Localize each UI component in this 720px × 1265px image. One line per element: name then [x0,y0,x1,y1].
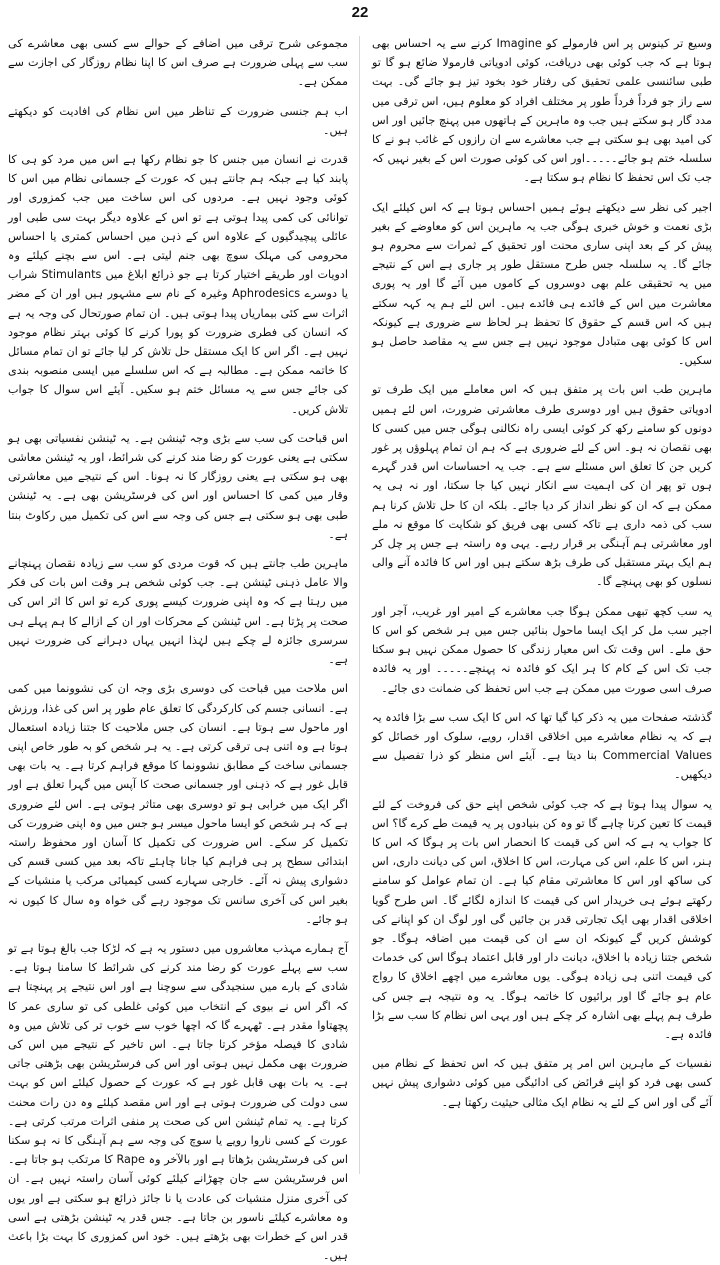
paragraph: اس ملاحت میں قباحت کی دوسری بڑی وجہ ان کی نشوونما میں کمی ہے۔ انسانی جسم کی کارکردگی کا تعلق عام طور پر اس کی غذا، ورزش اور ماحول سے ہوتا ہے۔ انسان کی جس ملاحیت کا جتنا زیادہ استعمال ہوتا ہے وہ اتنی ہی ترقی کرتی ہے۔ یہ ہر شخص کو بہ طور خاص اپنی جسمانی ساخت کے مطابق نشوونما کا موقع فراہم کرتا ہے۔ یہ بات بھی قابل غور ہے کہ ذہنی اور جسمانی صحت کا آپس میں گہرا تعلق ہے اور اگر ایک میں خرابی ہو تو دوسری بھی متاثر ہوتی ہے۔ اس لئے ضروری ہے کہ ہر شخص کو ایسا ماحول میسر ہو جس میں وہ اپنی ضرورت کی تکمیل کر سکے۔ اس ضرورت کی تکمیل کا آسان اور محفوظ راستہ ابتدائی سطح پر ہی فراہم کیا جانا چاہئے تاکہ بعد میں کسی قسم کی دشواری پیش نہ آئے۔ خارجی سہارے کسی کیمیائی مرکب یا منشیات کے بغیر اس کی آخری سانس تک موجود رہے گی خواہ وہ سال کا کیوں نہ ہو جائے۔ [8,682,348,926]
paragraph: اب ہم جنسی ضرورت کے تناظر میں اس نظام کی افادیت کو دیکھتے ہیں۔ [8,104,348,137]
paragraph: قدرت نے انسان میں جنس کا جو نظام رکھا ہے اس میں مرد کو ہی کا پابند کیا ہے جبکہ ہم جانتے ہیں کہ عورت کے جسمانی نظام میں اس کا کوئی وجود نہیں ہے۔ مردوں کی اس ساخت میں جب کمزوری اور توانائی کی کمی پیدا ہوتی ہے تو اس کے علاوہ دیگر بہت سی طبی اور عائلی پیچیدگیوں کے علاوہ اس کے ذہن میں احساس کمتری یا احساس محرومی کی مہلک سوچ بھی جنم لیتی ہے۔ اس سے بچنے کیلئے وہ ادویات اور طریقے اختیار کرتا ہے جو ذرائع ابلاغ میں Stimulants شراب یا دوسرے Aphrodesics وغیرہ کے نام سے مشہور ہیں اور ان کے مضر اثرات سے کئی بیماریاں پیدا ہوتی ہیں۔ ان تمام صورتحال کی وجہ یہ ہے کہ انسان کی فطری ضرورت کو پورا کرنے کا کوئی بہتر نظام موجود نہیں ہے۔ اگر اس کا ایک مستقل حل تلاش کر لیا جائے تو ان تمام مسائل کا خاتمہ ممکن ہے۔ مطالبہ ہے کہ اس سلسلے میں ایسی منصوبہ بندی کی جائے جس سے یہ مسائل ختم ہو سکیں۔ آیئے اس سوال کا جواب تلاش کریں۔ [8,153,349,416]
paragraph: یہ سب کچھ تبھی ممکن ہوگا جب معاشرے کے امیر اور غریب، آجر اور اجیر سب مل کر ایک ایسا ماحول بنائیں جس میں ہر شخص کو اس کا حق ملے۔ اس وقت تک اس معیار زندگی کا حصول ممکن نہیں ہو سکتا جب تک اس کے کام کا ہر ایک کو فائدہ نہ پہنچے۔۔۔۔۔ اور یہ فائدہ صرف اسی صورت میں ممکن ہے جب اس تحفظ کی ضمانت دی جائے۔ [372,604,712,695]
paragraph: وسیع تر کینوس پر اس فارمولے کو Imagine کرنے سے یہ احساس بھی ہوتا ہے کہ جب کوئی بھی دریافت، کوئی ادویاتی فارمولا ضائع ہو گا تو طبی سائنسی علمی تحقیق کی رفتار خود بخود تیز ہو جائے گی۔ بہت سے راز جو فرداً فرداً طور پر مختلف افراد کو معلوم ہیں، اس ترقی میں مدد گار ہو سکتے ہیں جب وہ ماہرین کے ہاتھوں میں پہنچ جائیں اور اس کی امید بھی ہو سکتی ہے جب معاشرے سے ان رازوں کے غائب ہو نے کا سلسلہ ختم ہو جائے۔۔۔۔۔اور اس کی کوئی صورت اس کے بغیر نہیں کہ جب تک اس تحفظ کا نظام ہو سکتا ہے۔ [372,37,712,185]
right-column [372,34,712,1176]
left-column [8,34,349,1263]
paragraph: ماہرین طب اس بات پر متفق ہیں کہ اس معاملے میں ایک طرف تو ادویاتی حقوق ہیں اور دوسری طرف معاشرتی ضرورت، اس لئے ہمیں دونوں کو سامنے رکھ کر کوئی ایسی راہ نکالنی ہوگی جس میں کسی کا بھی نقصان نہ ہو۔ اس کے لئے ضروری ہے کہ ہم ان تمام پہلوؤں پر غور کریں جن کا تعلق اس مسئلے سے ہے۔ جب یہ احساسات اس قدر گہرے ہوں تو پھر ان کی اہمیت سے انکار نہیں کیا جا سکتا، اور نہ ہی یہ ممکن ہے کہ ان کو نظر انداز کر دیا جائے۔ بلکہ ان کا حل تلاش کرنا ہم سب کی ذمہ داری ہے تاکہ کسی بھی فریق کو شکایت کا موقع نہ ملے اور معاشرتی ہم آہنگی بر قرار رہے۔ یہی وہ راستہ ہے جس پر چل کر ہم ایک بہتر مستقبل کی طرف بڑھ سکتے ہیں اور اس کا فائدہ آنے والی نسلوں کو بھی پہنچے گا۔ [372,383,712,589]
page-number: 22 [351,4,369,21]
paragraph: یہ سوال پیدا ہوتا ہے کہ جب کوئی شخص اپنے حق کی فروخت کے لئے قیمت کا تعین کرنا چاہے گا تو وہ کن بنیادوں پر یہ قیمت طے کرے گا؟ اس کا جواب یہ ہے کہ اس کی قیمت کا انحصار اس بات پر ہوگا کہ اس کا ہنر، اس کا علم، اس کی مہارت، اس کا اخلاق، اس کی دیانت داری، اس کی ساکھ اور اس کا معاشرتی مقام کیا ہے۔ ان تمام عوامل کو سامنے رکھتے ہوئے ہی خریدار اس کی قیمت کا اندازہ لگائے گا۔ اس طرح گویا اخلاقی اقدار بھی ایک تجارتی قدر بن جائیں گی اور لوگ ان کو اپنانے کی کوشش کریں گے کیونکہ ان سے ان کی قیمت میں اضافہ ہوگا۔ جو شخص جتنا زیادہ با اخلاق، دیانت دار اور قابل اعتماد ہوگا اس کی خدمات کی قیمت اتنی ہی زیادہ ہوگی۔ یوں معاشرے میں اچھے اخلاق کا رواج عام ہو جائے گا اور برائیوں کا خاتمہ ہوگا۔ یہ وہ نتیجہ ہے جس کی طرف ہم پہلے بھی اشارہ کر چکے ہیں اور یہی اس نظام کا سب سے بڑا فائدہ ہے۔ [372,797,712,1041]
column-divider [359,36,360,1174]
paragraph: نفسیات کے ماہرین اس امر پر متفق ہیں کہ اس تحفظ کے نظام میں کسی بھی فرد کو اپنے فرائض کی ادائیگی میں کوئی دشواری پیش نہیں آئے گی اور اس کے لئے یہ نظام ایک مثالی حیثیت رکھتا ہے۔ [372,1057,712,1109]
paragraph: مجموعی شرح ترقی میں اضافے کے حوالے سے کسی بھی معاشرے کی سب سے پہلی ضرورت ہے صرف اس کا اپنا نظام روزگار کی اجازت سے ممکن ہے۔ [8,37,348,89]
paragraph: اجیر کی نظر سے دیکھتے ہوئے ہمیں احساس ہوتا ہے کہ اس کیلئے ایک بڑی نعمت و خوش خبری ہوگی جب یہ ماہرین اس کو معاوضے کے بغیر پیش کر کے بعد اپنی ساری محنت اور تحقیق کے ثمرات سے محروم ہو جائے گا۔ یہ سلسلہ جس طرح مستقل طور پر جاری ہے اس کے نتیجے میں یہ تحقیقی علم بھی دوسروں کے کاموں میں آئے گا اور یہ پوری معاشرت میں اس کے فائدے ہی فائدے ہیں۔ اس لئے ہم یہ کہہ سکتے ہیں کہ اس قسم کے حقوق کا تحفظ ہر لحاظ سے ضروری ہے کیونکہ اس کا کوئی بھی متبادل موجود نہیں ہے جس سے یہ مقاصد حاصل ہو سکیں۔ [372,200,712,368]
paragraph: اس قباحت کی سب سے بڑی وجہ ٹینشن ہے۔ یہ ٹینشن نفسیاتی بھی ہو سکتی ہے یعنی عورت کو رضا مند کرنے کی شرائط، اور یہ ٹینشن معاشی بھی ہو سکتی ہے یعنی روزگار کا نہ ہونا۔ اس کے نتیجے میں معاشرتی وقار میں کمی کا احساس اور اس کی فرسٹریشن بھی ہے۔ یہ ٹینشن طبی بھی ہو سکتی ہے جس کی وجہ سے اس کی تکمیل میں رکاوٹ بنتا ہے۔ [8,431,348,541]
paragraph: ماہرین طب جانتے ہیں کہ قوت مردی کو سب سے زیادہ نقصان پہنچانے والا عامل ذہنی ٹینشن ہے۔ جب کوئی شخص ہر وقت اس بات کی فکر میں رہتا ہے کہ وہ اپنی ضرورت کیسے پوری کرے تو اس کا اثر اس کی صحت پر پڑتا ہے۔ اس ٹینشن کے محرکات اور ان کے ازالے کا ہم پہلے ہی سرسری جائزہ لے چکے ہیں لہٰذا انہیں یہاں دہرانے کی ضرورت نہیں ہے۔ [8,557,348,667]
paragraph: گذشتہ صفحات میں یہ ذکر کیا گیا تھا کہ اس کا ایک سب سے بڑا فائدہ یہ ہے کہ یہ نظام معاشرے میں اخلاقی اقدار، رویے، سلوک اور خصائل کو Commercial Values بنا دیتا ہے۔ آیئے اس منظر کو ذرا تفصیل سے دیکھیں۔ [372,710,712,782]
paragraph: آج ہمارے مہذب معاشروں میں دستور یہ ہے کہ لڑکا جب بالغ ہوتا ہے تو سب سے پہلے عورت کو رضا مند کرنے کی شرائط کا سامنا ہوتا ہے۔ شادی کے بارے میں سنجیدگی سے سوچنا ہے اور اس نتیجے پر پہنچتا ہے کہ اگر اس نے بیوی کے انتخاب میں کوئی غلطی کی تو ساری عمر کا پچھتاوا مقدر ہے۔ ٹھہرے گا کہ اچھا خوب سے خوب تر کی تلاش میں وہ شادی کا فیصلہ مؤخر کرتا جاتا ہے۔ اس تاخیر کے نتیجے میں اس کی ضرورت بھی مکمل نہیں ہوتی اور اس کی فرسٹریشن بھی بڑھتی جاتی ہے۔ یہ بات بھی قابل غور ہے کہ عورت کے حصول کیلئے اس کو بہت سی دولت کی ضرورت ہوتی ہے اور اس مقصد کیلئے وہ دن رات محنت کرتا ہے۔ یہ تمام ٹینشن اس کی صحت پر منفی اثرات مرتب کرتی ہے۔ عورت کے کسی ناروا رویے یا سوچ کی وجہ سے ہم آہنگی کا نہ ہو سکنا اس کی فرسٹریشن بڑھاتا ہے اور بالآخر وہ Rape کا مرتکب ہو جاتا ہے۔ اس فرسٹریشن سے جان چھڑانے کیلئے کوئی آسان راستہ نہیں ہے۔ ان کی آخری منزل منشیات کی عادت یا نا جائز ذرائع ہو سکتی ہے اور یوں وہ معاشرے کیلئے ناسور بن جاتا ہے۔ جس قدر یہ ٹینشن بڑھتی ہے اسی قدر اس کے خطرات بھی بڑھتے ہیں۔ خود اس کمزوری کا بہت بڑا باعث ہیں۔ [8,941,348,1263]
